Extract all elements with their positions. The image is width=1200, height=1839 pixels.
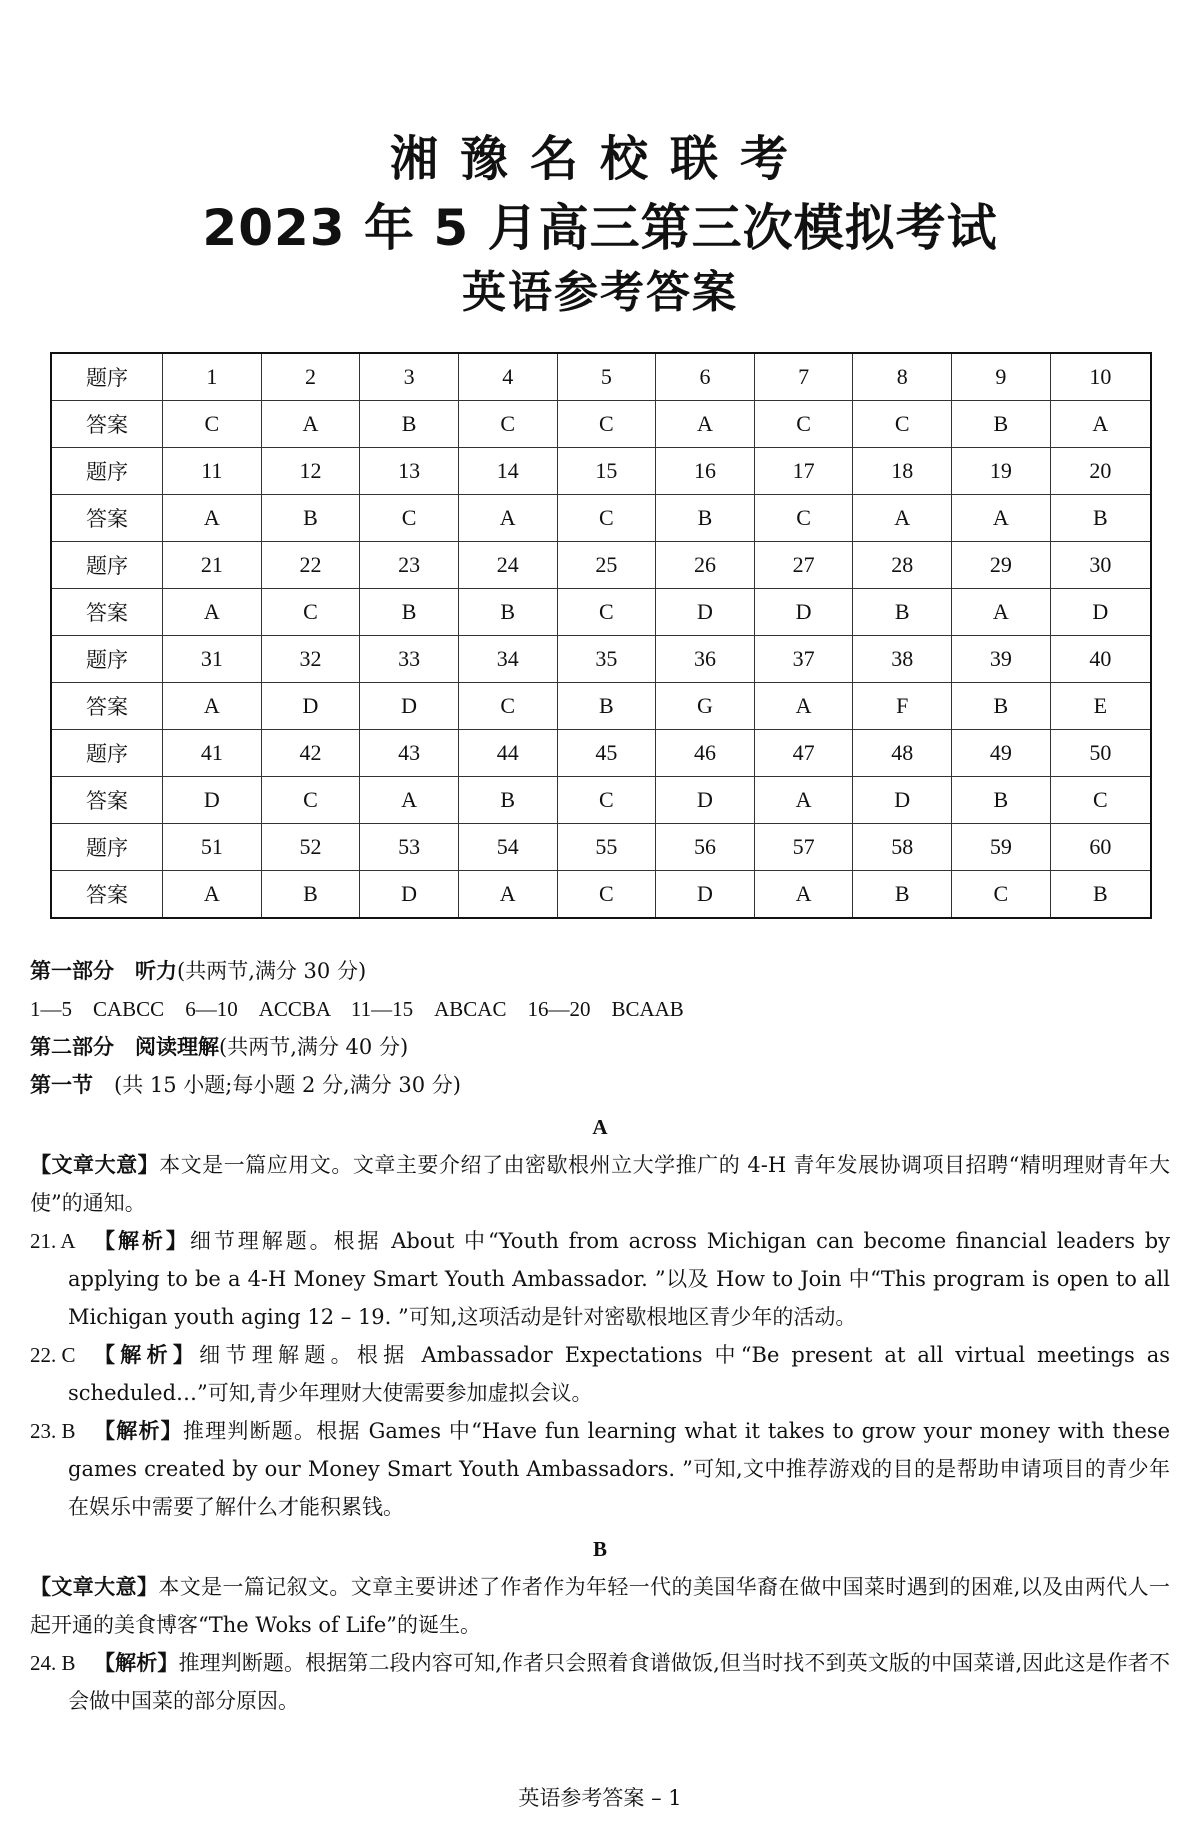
item-number: 24. B <box>30 1651 76 1675</box>
answer-key-title: 英语参考答案 <box>462 267 738 318</box>
question-number-cell: 39 <box>952 636 1051 683</box>
answer-cell: C <box>557 871 656 919</box>
answer-cell: C <box>557 401 656 448</box>
question-number-cell: 50 <box>1050 730 1151 777</box>
question-number-cell: 32 <box>261 636 360 683</box>
question-number-row <box>51 730 1151 777</box>
answer-cell: D <box>853 777 952 824</box>
answer-cell: G <box>656 683 755 730</box>
answer-cell: A <box>163 871 262 919</box>
answer-cell: D <box>656 589 755 636</box>
summary-label: 【文章大意】 <box>30 1153 160 1177</box>
question-number-cell: 8 <box>853 353 952 401</box>
question-number-cell: 40 <box>1050 636 1151 683</box>
question-number-cell: 22 <box>261 542 360 589</box>
question-number-cell: 37 <box>754 636 853 683</box>
answer-cell: C <box>754 401 853 448</box>
question-number-row <box>51 448 1151 495</box>
answer-label-cell: 答案 <box>51 871 163 919</box>
answer-cell: B <box>557 683 656 730</box>
answer-cell: A <box>853 495 952 542</box>
answer-row <box>51 777 1151 824</box>
section1-heading-line <box>30 1066 1170 1104</box>
question-number-cell: 60 <box>1050 824 1151 871</box>
section1-heading: 第一节 <box>30 1073 93 1097</box>
question-number-cell: 26 <box>656 542 755 589</box>
question-number-cell: 36 <box>656 636 755 683</box>
question-number-cell: 3 <box>360 353 459 401</box>
question-number-cell: 19 <box>952 448 1051 495</box>
question-number-cell: 10 <box>1050 353 1151 401</box>
question-label-cell: 题序 <box>51 448 163 495</box>
answer-cell: C <box>360 495 459 542</box>
answer-cell: D <box>360 871 459 919</box>
answer-cell: C <box>261 777 360 824</box>
page-footer: 英语参考答案 – 1 <box>518 1786 682 1810</box>
answer-cell: A <box>754 777 853 824</box>
analysis-text: 推理判断题。根据第二段内容可知,作者只会照着食谱做饭,但当时找不到英文版的中国菜谱,因此这是作者不会做中国菜的部分原因。 <box>68 1651 1171 1713</box>
question-number-cell: 56 <box>656 824 755 871</box>
question-number-cell: 51 <box>163 824 262 871</box>
answer-cell: B <box>458 589 557 636</box>
question-number-cell: 25 <box>557 542 656 589</box>
answer-cell: D <box>754 589 853 636</box>
answer-label-cell: 答案 <box>51 777 163 824</box>
question-number-cell: 57 <box>754 824 853 871</box>
question-number-cell: 27 <box>754 542 853 589</box>
answer-cell: D <box>656 777 755 824</box>
summary-text: 本文是一篇记叙文。文章主要讲述了作者作为年轻一代的美国华裔在做中国菜时遇到的困难,以及由两代人一起开通的美食博客“The Woks of Life”的诞生。 <box>30 1575 1171 1637</box>
question-number-cell: 4 <box>458 353 557 401</box>
answer-item-24 <box>30 1644 1170 1720</box>
question-number-cell: 17 <box>754 448 853 495</box>
part1-answers: 1—5 CABCC 6—10 ACCBA 11—15 ABCAC 16—20 BCAAB <box>30 997 684 1021</box>
answer-cell: A <box>360 777 459 824</box>
answer-label-cell: 答案 <box>51 495 163 542</box>
question-number-cell: 2 <box>261 353 360 401</box>
question-number-cell: 5 <box>557 353 656 401</box>
answer-cell: B <box>952 401 1051 448</box>
question-number-cell: 7 <box>754 353 853 401</box>
passage-b-letter: B <box>592 1537 607 1561</box>
question-number-cell: 24 <box>458 542 557 589</box>
question-number-cell: 55 <box>557 824 656 871</box>
answer-cell: D <box>360 683 459 730</box>
answer-cell: A <box>458 495 557 542</box>
exam-name-title: 2023 年 5 月高三第三次模拟考试 <box>202 199 998 257</box>
part2-note: (共两节,满分 40 分) <box>219 1035 409 1059</box>
answer-cell: A <box>163 589 262 636</box>
passage-b-summary <box>30 1568 1170 1644</box>
part2-heading: 第二部分 阅读理解 <box>30 1035 219 1059</box>
question-number-cell: 53 <box>360 824 459 871</box>
answer-cell: C <box>754 495 853 542</box>
answer-item-23 <box>30 1412 1170 1526</box>
answer-cell: C <box>458 401 557 448</box>
summary-label: 【文章大意】 <box>30 1575 159 1599</box>
question-label-cell: 题序 <box>51 542 163 589</box>
answer-row <box>51 401 1151 448</box>
passage-a-letter: A <box>592 1115 608 1139</box>
question-number-cell: 18 <box>853 448 952 495</box>
question-number-cell: 1 <box>163 353 262 401</box>
answer-cell: C <box>261 589 360 636</box>
answer-cell: C <box>557 495 656 542</box>
answer-cell: B <box>1050 871 1151 919</box>
part2-heading-line <box>30 1028 1170 1066</box>
analysis-label: 【解析】 <box>94 1343 200 1367</box>
part1-heading: 第一部分 听力 <box>30 959 177 983</box>
question-label-cell: 题序 <box>51 636 163 683</box>
question-number-cell: 30 <box>1050 542 1151 589</box>
answer-cell: B <box>853 589 952 636</box>
question-number-row <box>51 636 1151 683</box>
answer-cell: A <box>458 871 557 919</box>
question-number-cell: 34 <box>458 636 557 683</box>
answer-cell: C <box>557 777 656 824</box>
question-number-cell: 28 <box>853 542 952 589</box>
answer-label-cell: 答案 <box>51 683 163 730</box>
part1-note: (共两节,满分 30 分) <box>177 959 367 983</box>
answer-cell: C <box>557 589 656 636</box>
answer-cell: A <box>656 401 755 448</box>
answer-cell: A <box>952 495 1051 542</box>
answer-cell: A <box>261 401 360 448</box>
question-number-cell: 23 <box>360 542 459 589</box>
question-number-row <box>51 824 1151 871</box>
question-number-cell: 35 <box>557 636 656 683</box>
answer-cell: B <box>261 871 360 919</box>
answer-cell: E <box>1050 683 1151 730</box>
answer-cell: C <box>853 401 952 448</box>
question-number-cell: 46 <box>656 730 755 777</box>
question-number-cell: 47 <box>754 730 853 777</box>
exam-organizer-title: 湘豫名校联考 <box>389 131 810 187</box>
answer-cell: D <box>656 871 755 919</box>
question-number-cell: 12 <box>261 448 360 495</box>
question-number-cell: 58 <box>853 824 952 871</box>
answer-cell: A <box>1050 401 1151 448</box>
section1-note: (共 15 小题;每小题 2 分,满分 30 分) <box>93 1073 461 1097</box>
answer-cell: C <box>458 683 557 730</box>
question-number-cell: 21 <box>163 542 262 589</box>
analysis-text: 细节理解题。根据 About 中“Youth from across Michigan can become financial leaders by applying to be a 4-H Money Smart Youth Ambassador. ”以及 How to Join 中“This program is open to all Michigan youth aging 12 – 19. ”可知,这项活动是针对密歇根地区青少年的活动。 <box>68 1229 1170 1329</box>
question-number-cell: 29 <box>952 542 1051 589</box>
question-number-cell: 49 <box>952 730 1051 777</box>
question-number-cell: 54 <box>458 824 557 871</box>
question-number-cell: 59 <box>952 824 1051 871</box>
answer-row <box>51 589 1151 636</box>
answer-label-cell: 答案 <box>51 589 163 636</box>
answer-table <box>50 352 1152 919</box>
answer-cell: A <box>754 683 853 730</box>
question-number-cell: 44 <box>458 730 557 777</box>
answer-cell: B <box>656 495 755 542</box>
answer-cell: D <box>163 777 262 824</box>
analysis-text: 推理判断题。根据 Games 中“Have fun learning what it takes to grow your money with these games created by our Money Smart Youth Ambassadors. ”可知,文中推荐游戏的目的是帮助申请项目的青少年在娱乐中需要了解什么才能积累钱。 <box>68 1419 1171 1519</box>
question-number-row <box>51 353 1151 401</box>
answer-item-22 <box>30 1336 1170 1412</box>
question-number-cell: 9 <box>952 353 1051 401</box>
question-label-cell: 题序 <box>51 824 163 871</box>
answer-label-cell: 答案 <box>51 401 163 448</box>
question-number-cell: 31 <box>163 636 262 683</box>
answer-cell: B <box>261 495 360 542</box>
question-number-cell: 11 <box>163 448 262 495</box>
question-number-cell: 45 <box>557 730 656 777</box>
question-number-cell: 52 <box>261 824 360 871</box>
answer-cell: C <box>952 871 1051 919</box>
answer-cell: D <box>261 683 360 730</box>
question-number-row <box>51 542 1151 589</box>
question-number-cell: 41 <box>163 730 262 777</box>
question-label-cell: 题序 <box>51 730 163 777</box>
summary-text: 本文是一篇应用文。文章主要介绍了由密歇根州立大学推广的 4-H 青年发展协调项目招聘“精明理财青年大使”的通知。 <box>30 1153 1171 1215</box>
question-number-cell: 33 <box>360 636 459 683</box>
item-number: 22. C <box>30 1343 76 1367</box>
answer-cell: A <box>754 871 853 919</box>
answer-cell: B <box>458 777 557 824</box>
answer-cell: B <box>853 871 952 919</box>
question-number-cell: 14 <box>458 448 557 495</box>
answer-item-21 <box>30 1222 1170 1336</box>
question-number-cell: 6 <box>656 353 755 401</box>
answer-cell: A <box>163 495 262 542</box>
question-number-cell: 20 <box>1050 448 1151 495</box>
answer-cell: F <box>853 683 952 730</box>
part1-heading-line <box>30 952 1170 990</box>
answer-row <box>51 871 1151 919</box>
answer-cell: B <box>952 777 1051 824</box>
answer-cell: D <box>1050 589 1151 636</box>
question-number-cell: 48 <box>853 730 952 777</box>
question-number-cell: 43 <box>360 730 459 777</box>
answer-cell: A <box>163 683 262 730</box>
analysis-text: 细节理解题。根据 Ambassador Expectations 中“Be present at all virtual meetings as scheduled…”可知,青少年理财大使需要参加虚拟会议。 <box>68 1343 1170 1405</box>
question-number-cell: 16 <box>656 448 755 495</box>
passage-a-summary <box>30 1146 1170 1222</box>
question-number-cell: 13 <box>360 448 459 495</box>
question-number-cell: 38 <box>853 636 952 683</box>
answer-row <box>51 495 1151 542</box>
answer-cell: B <box>1050 495 1151 542</box>
analysis-label: 【解析】 <box>94 1651 179 1675</box>
item-number: 23. B <box>30 1419 76 1443</box>
answer-row <box>51 683 1151 730</box>
question-number-cell: 15 <box>557 448 656 495</box>
question-label-cell: 题序 <box>51 353 163 401</box>
answer-cell: B <box>360 401 459 448</box>
analysis-label: 【解析】 <box>94 1229 190 1253</box>
answer-cell: C <box>1050 777 1151 824</box>
item-number: 21. A <box>30 1229 76 1253</box>
answer-cell: B <box>952 683 1051 730</box>
answer-cell: B <box>360 589 459 636</box>
answer-cell: C <box>163 401 262 448</box>
question-number-cell: 42 <box>261 730 360 777</box>
analysis-label: 【解析】 <box>94 1419 183 1443</box>
answer-cell: A <box>952 589 1051 636</box>
